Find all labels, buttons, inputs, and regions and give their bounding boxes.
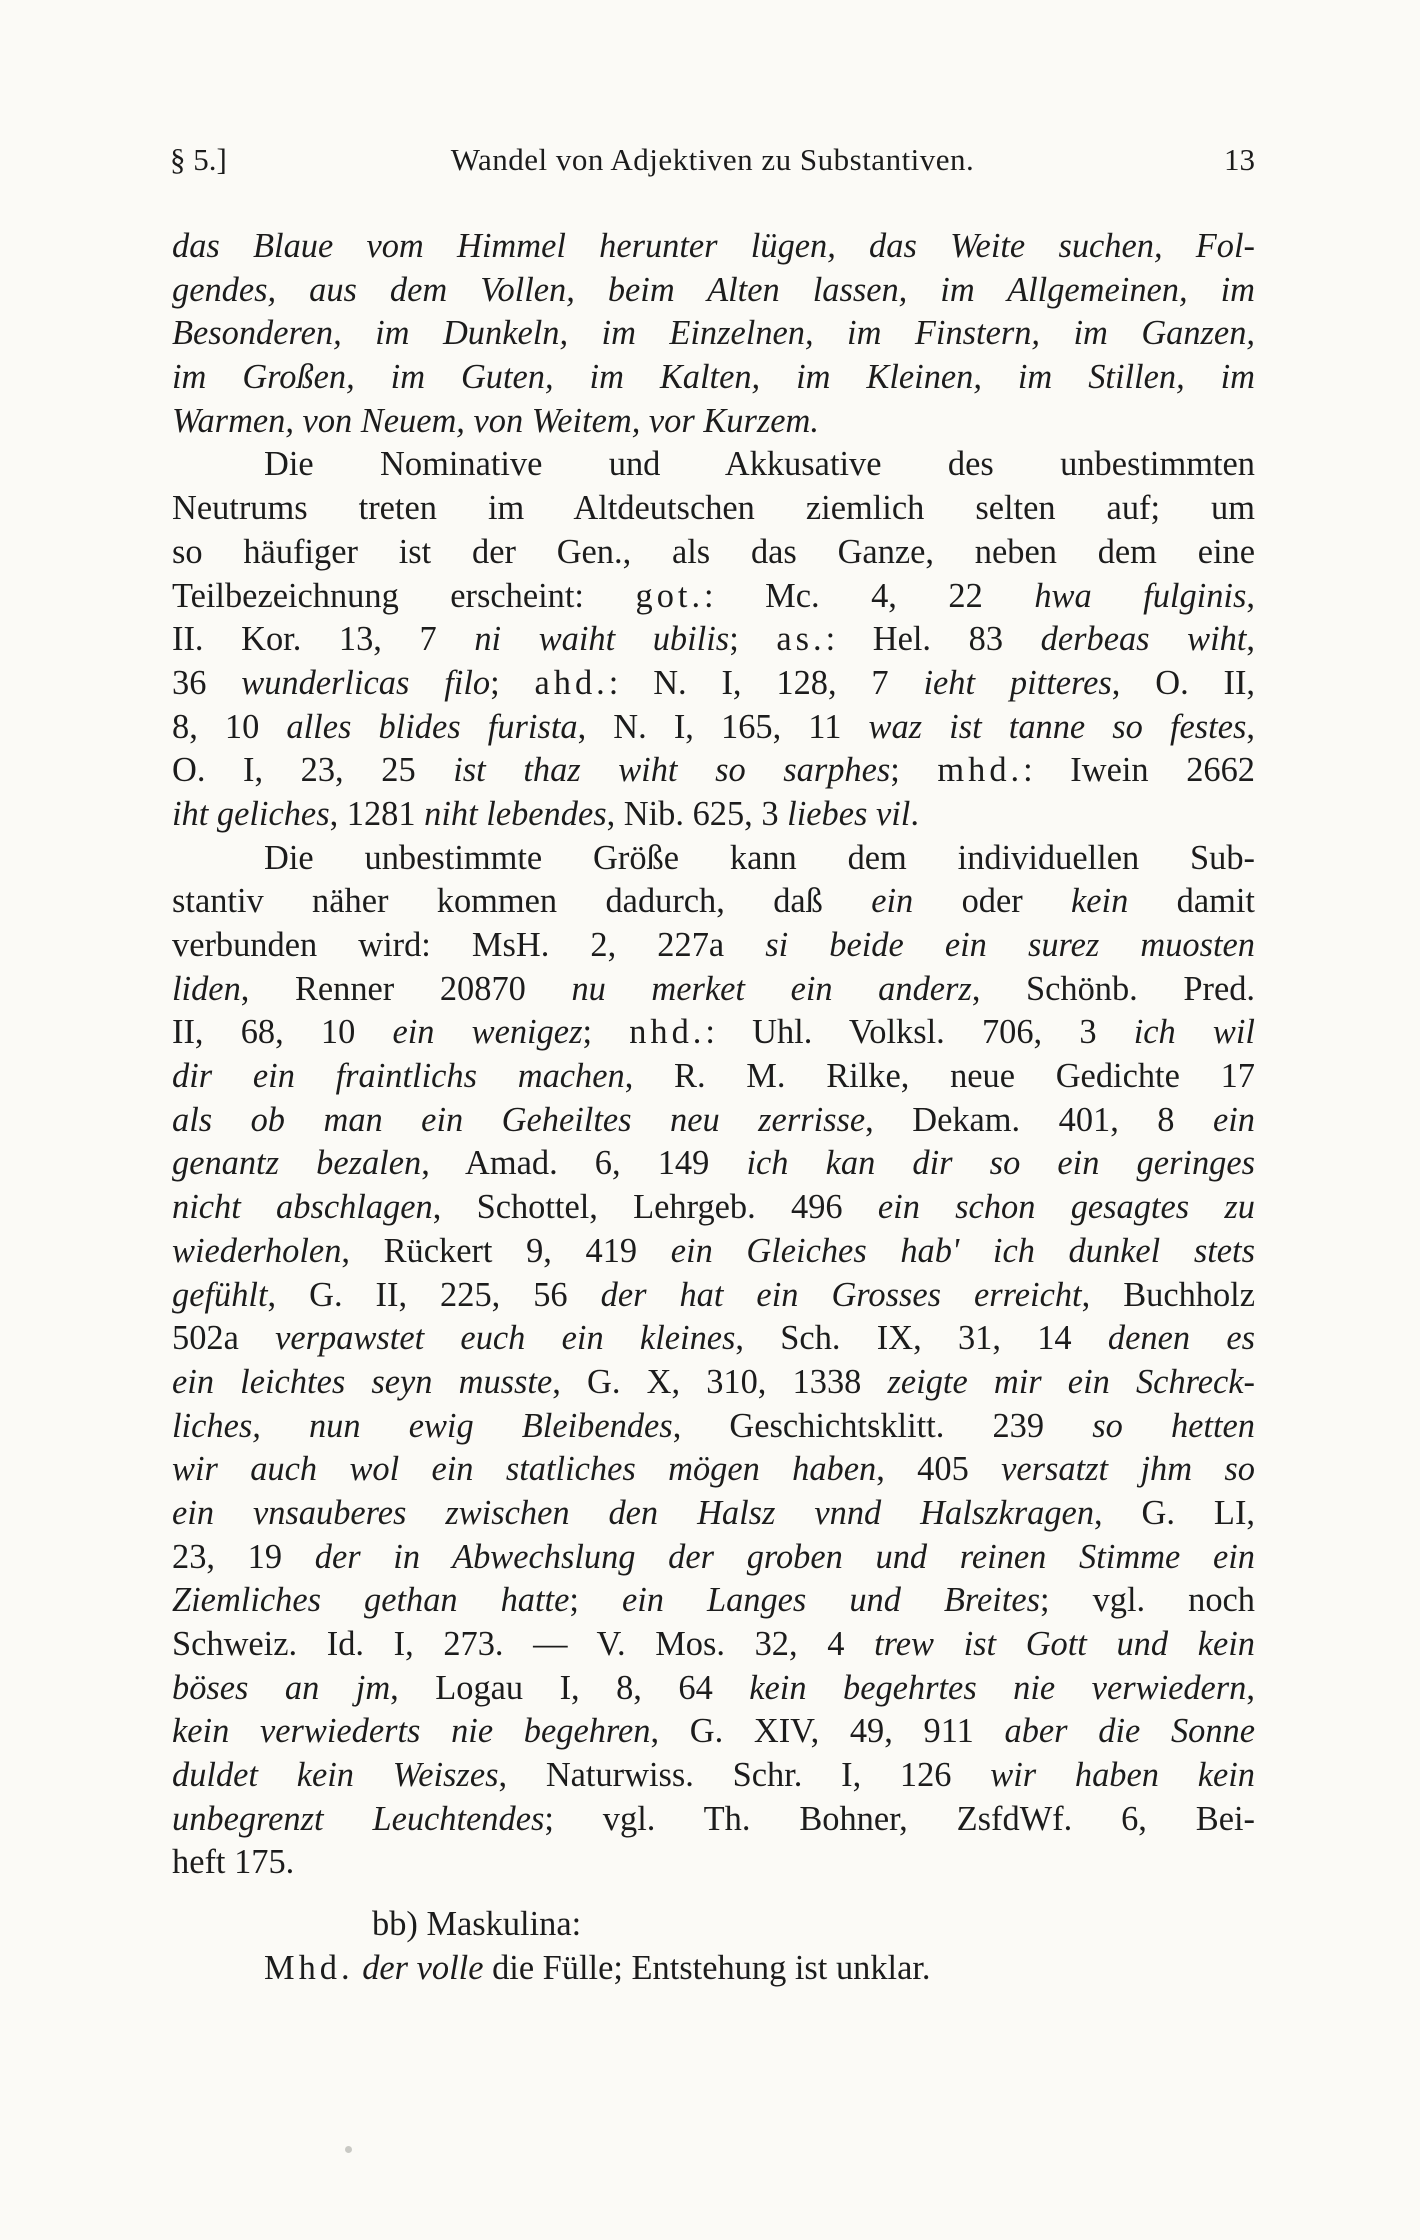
text-line: Schweiz. Id. I, 273. — V. Mos. 32, 4 trew ist Gott und kein: [172, 1625, 1255, 1663]
page-number: 13: [1224, 142, 1255, 177]
text-line: ein leichtes seyn musste, G. X, 310, 1338 zeigte mir ein Schreck-: [172, 1362, 1255, 1401]
text-line: ein vnsauberes zwischen den Halsz vnnd Halszkragen, G. LI,: [172, 1493, 1255, 1532]
text-line: im Großen, im Guten, im Kalten, im Kleinen, im Stillen, im: [172, 358, 1255, 397]
running-header: [170, 142, 1255, 186]
text-line: so häufiger ist der Gen., als das Ganze, neben dem eine: [172, 532, 1255, 571]
text-line: Die unbestimmte Größe kann dem individuellen Sub-: [264, 838, 1255, 877]
text-line: das Blaue vom Himmel herunter lügen, das Weite suchen, Fol-: [172, 227, 1255, 265]
subsection-heading: bb) Maskulina:: [372, 1905, 582, 1944]
running-title: Wandel von Adjektiven zu Substantiven.: [450, 142, 975, 177]
text-line: heft 175.: [172, 1843, 295, 1882]
text-line: iht geliches, 1281 niht lebendes, Nib. 625, 3 liebes vil.: [172, 794, 919, 833]
text-line: wiederholen, Rückert 9, 419 ein Gleiches hab' ich dunkel stets: [172, 1231, 1255, 1270]
text-line: O. I, 23, 25 ist thaz wiht so sarphes; mhd.: Iwein 2662: [172, 751, 1255, 790]
body-text: [172, 225, 1255, 1991]
text-line: II, 68, 10 ein wenigez; nhd.: Uhl. Volksl. 706, 3 ich wil: [172, 1013, 1255, 1052]
text-line: Die Nominative und Akkusative des unbestimmten: [264, 445, 1255, 484]
text-line: 8, 10 alles blides furista, N. I, 165, 11 waz ist tanne so festes,: [172, 707, 1255, 746]
text-line: verbunden wird: MsH. 2, 227a si beide ein surez muosten: [172, 926, 1255, 964]
text-line: 23, 19 der in Abwechslung der groben und reinen Stimme ein: [172, 1537, 1255, 1576]
text-line: Warmen, von Neuem, von Weitem, vor Kurzem.: [172, 401, 819, 440]
section-reference: § 5.]: [170, 142, 227, 177]
text-line: Teilbezeichnung erscheint: got.: Mc. 4, 22 hwa fulginis,: [172, 576, 1255, 615]
text-line: böses an jm, Logau I, 8, 64 kein begehrtes nie verwiedern,: [172, 1668, 1255, 1707]
text-line: Besonderen, im Dunkeln, im Einzelnen, im Finstern, im Ganzen,: [172, 314, 1255, 353]
text-line: duldet kein Weiszes, Naturwiss. Schr. I, 126 wir haben kein: [172, 1756, 1255, 1795]
text-line: II. Kor. 13, 7 ni waiht ubilis; as.: Hel. 83 derbeas wiht,: [172, 620, 1256, 659]
text-line: dir ein fraintlichs machen, R. M. Rilke, neue Gedichte 17: [172, 1057, 1255, 1096]
text-line: Ziemliches gethan hatte; ein Langes und Breites; vgl. noch: [172, 1581, 1255, 1620]
text-line: genantz bezalen, Amad. 6, 149 ich kan dir so ein geringes: [172, 1144, 1255, 1183]
text-line: unbegrenzt Leuchtendes; vgl. Th. Bohner, ZsfdWf. 6, Bei-: [172, 1799, 1256, 1838]
text-line: stantiv näher kommen dadurch, daß ein oder kein damit: [172, 882, 1255, 921]
text-line: 36 wunderlicas filo; ahd.: N. I, 128, 7 ieht pitteres, O. II,: [172, 663, 1256, 702]
text-line: gefühlt, G. II, 225, 56 der hat ein Grosses erreicht, Buchholz: [172, 1275, 1255, 1314]
paper-speck: [345, 2146, 352, 2153]
text-line: als ob man ein Geheiltes neu zerrisse, Dekam. 401, 8 ein: [172, 1100, 1255, 1139]
text-line: kein verwiederts nie begehren, G. XIV, 49, 911 aber die Sonne: [172, 1712, 1255, 1751]
text-line: gendes, aus dem Vollen, beim Alten lassen, im Allgemeinen, im: [172, 270, 1255, 309]
text-line: Mhd. der volle die Fülle; Entstehung ist unklar.: [264, 1948, 931, 1987]
text-line: wir auch wol ein statliches mögen haben, 405 versatzt jhm so: [172, 1450, 1255, 1489]
text-line: 502a verpawstet euch ein kleines, Sch. IX, 31, 14 denen es: [172, 1319, 1255, 1358]
text-line: liches, nun ewig Bleibendes, Geschichtsklitt. 239 so hetten: [172, 1406, 1255, 1445]
text-line: nicht abschlagen, Schottel, Lehrgeb. 496 ein schon gesagtes zu: [172, 1188, 1255, 1227]
text-line: liden, Renner 20870 nu merket ein anderz, Schönb. Pred.: [172, 969, 1255, 1008]
text-line: Neutrums treten im Altdeutschen ziemlich selten auf; um: [172, 489, 1255, 528]
